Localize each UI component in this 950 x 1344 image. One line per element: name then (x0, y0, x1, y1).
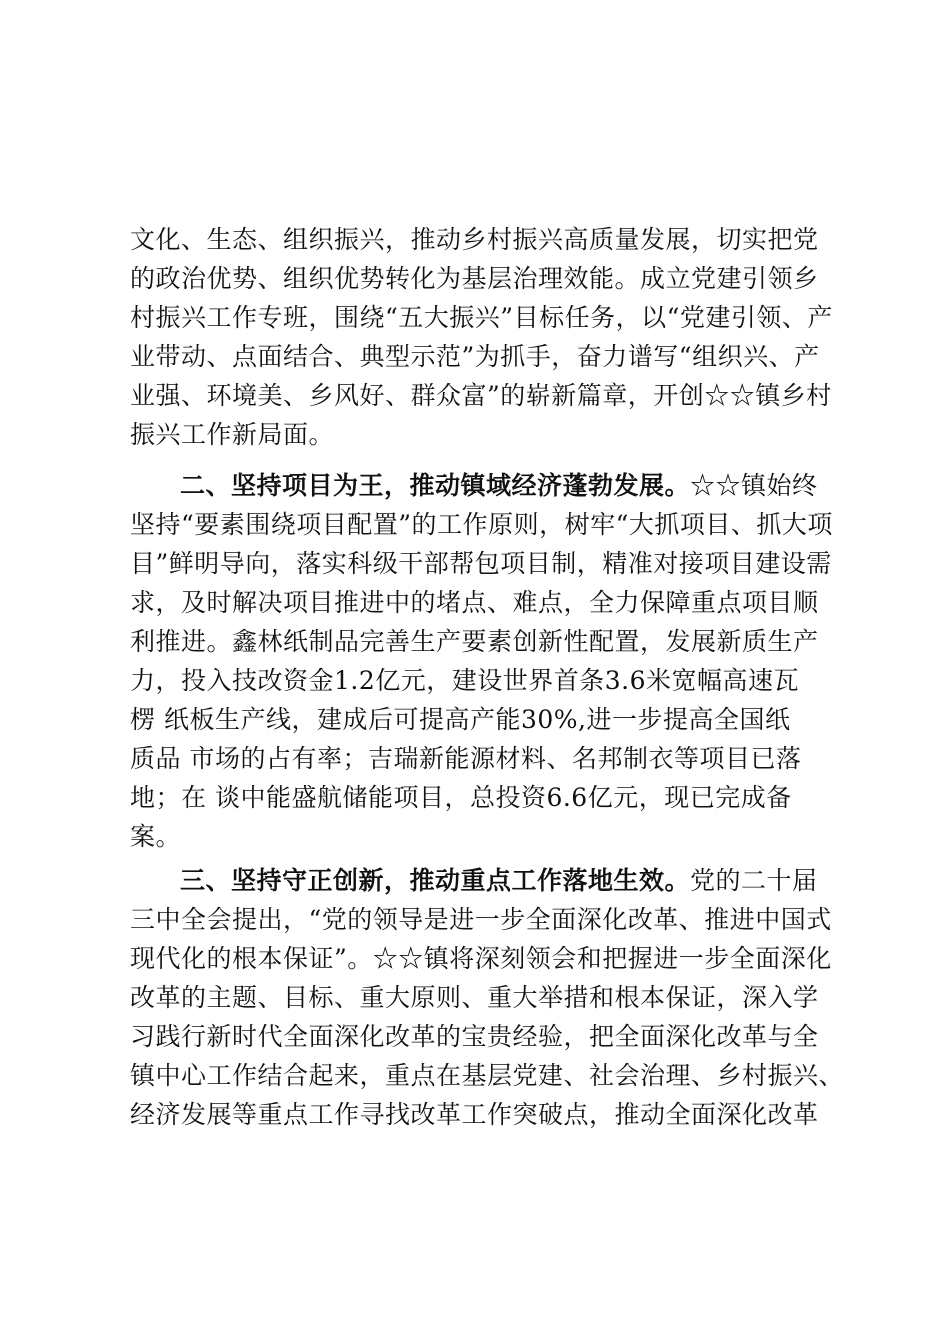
paragraph-line: 三中全会提出，“党的领导是进一步全面深化改革、推进中国式 (130, 905, 832, 934)
paragraph-text: 党的二十届 (690, 866, 818, 895)
paragraph-line: 文化、生态、组织振兴，推动乡村振兴高质量发展，切实把党 (130, 225, 819, 254)
section-heading-projects: 二、坚持项目为王，推动镇域经济蓬勃发展。 (180, 471, 691, 500)
paragraph-projects (130, 466, 850, 856)
paragraph-line: 振兴工作新局面。 (130, 420, 335, 449)
paragraph-first-line (130, 466, 850, 505)
paragraph-line: 习践行新时代全面深化改革的宝贵经验，把全面深化改革与全 (130, 1022, 819, 1051)
paragraph-first-line (130, 861, 850, 900)
paragraph-line: 案。 (130, 822, 182, 851)
paragraph-line: 的政治优势、组织优势转化为基层治理效能。成立党建引领乡 (130, 264, 819, 293)
paragraph-line: 地；在 谈中能盛航储能项目，总投资6.6亿元，现已完成备 (130, 783, 792, 812)
paragraph-line: 现代化的根本保证”。☆☆镇将深刻领会和把握进一步全面深化 (130, 944, 832, 973)
paragraph-line: 求，及时解决项目推进中的堵点、难点，全力保障重点项目顺 (130, 588, 819, 617)
paragraph-line: 改革的主题、目标、重大原则、重大举措和根本保证，深入学 (130, 983, 819, 1012)
paragraph-line: 村振兴工作专班，围绕“五大振兴”目标任务，以“党建引领、产 (130, 303, 833, 332)
paragraph-rural-revitalization (130, 220, 850, 454)
paragraph-line: 楞 纸板生产线，建成后可提高产能30%,进一步提高全国纸 (130, 705, 791, 734)
paragraph-reform (130, 861, 850, 1134)
paragraph-line: 业带动、点面结合、典型示范”为抓手，奋力谱写“组织兴、产 (130, 342, 820, 371)
paragraph-line: 镇中心工作结合起来，重点在基层党建、社会治理、乡村振兴、 (130, 1061, 845, 1090)
paragraph-line: 力，投入技改资金1.2亿元，建设世界首条3.6米宽幅高速瓦 (130, 666, 800, 695)
paragraph-line: 质品 市场的占有率；吉瑞新能源材料、名邦制衣等项目已落 (130, 744, 802, 773)
paragraph-line: 坚持“要素围绕项目配置”的工作原则，树牢“大抓项目、抓大项 (130, 510, 833, 539)
paragraph-text: ☆☆镇始终 (690, 471, 818, 500)
section-heading-reform: 三、坚持守正创新，推动重点工作落地生效。 (180, 866, 691, 895)
paragraph-line: 业强、环境美、乡风好、群众富”的崭新篇章，开创☆☆镇乡村 (130, 381, 832, 410)
paragraph-line: 利推进。鑫林纸制品完善生产要素创新性配置，发展新质生产 (130, 627, 819, 656)
paragraph-line: 目”鲜明导向，落实科级干部帮包项目制，精准对接项目建设需 (130, 549, 832, 578)
paragraph-line: 经济发展等重点工作寻找改革工作突破点，推动全面深化改革 (130, 1100, 819, 1129)
